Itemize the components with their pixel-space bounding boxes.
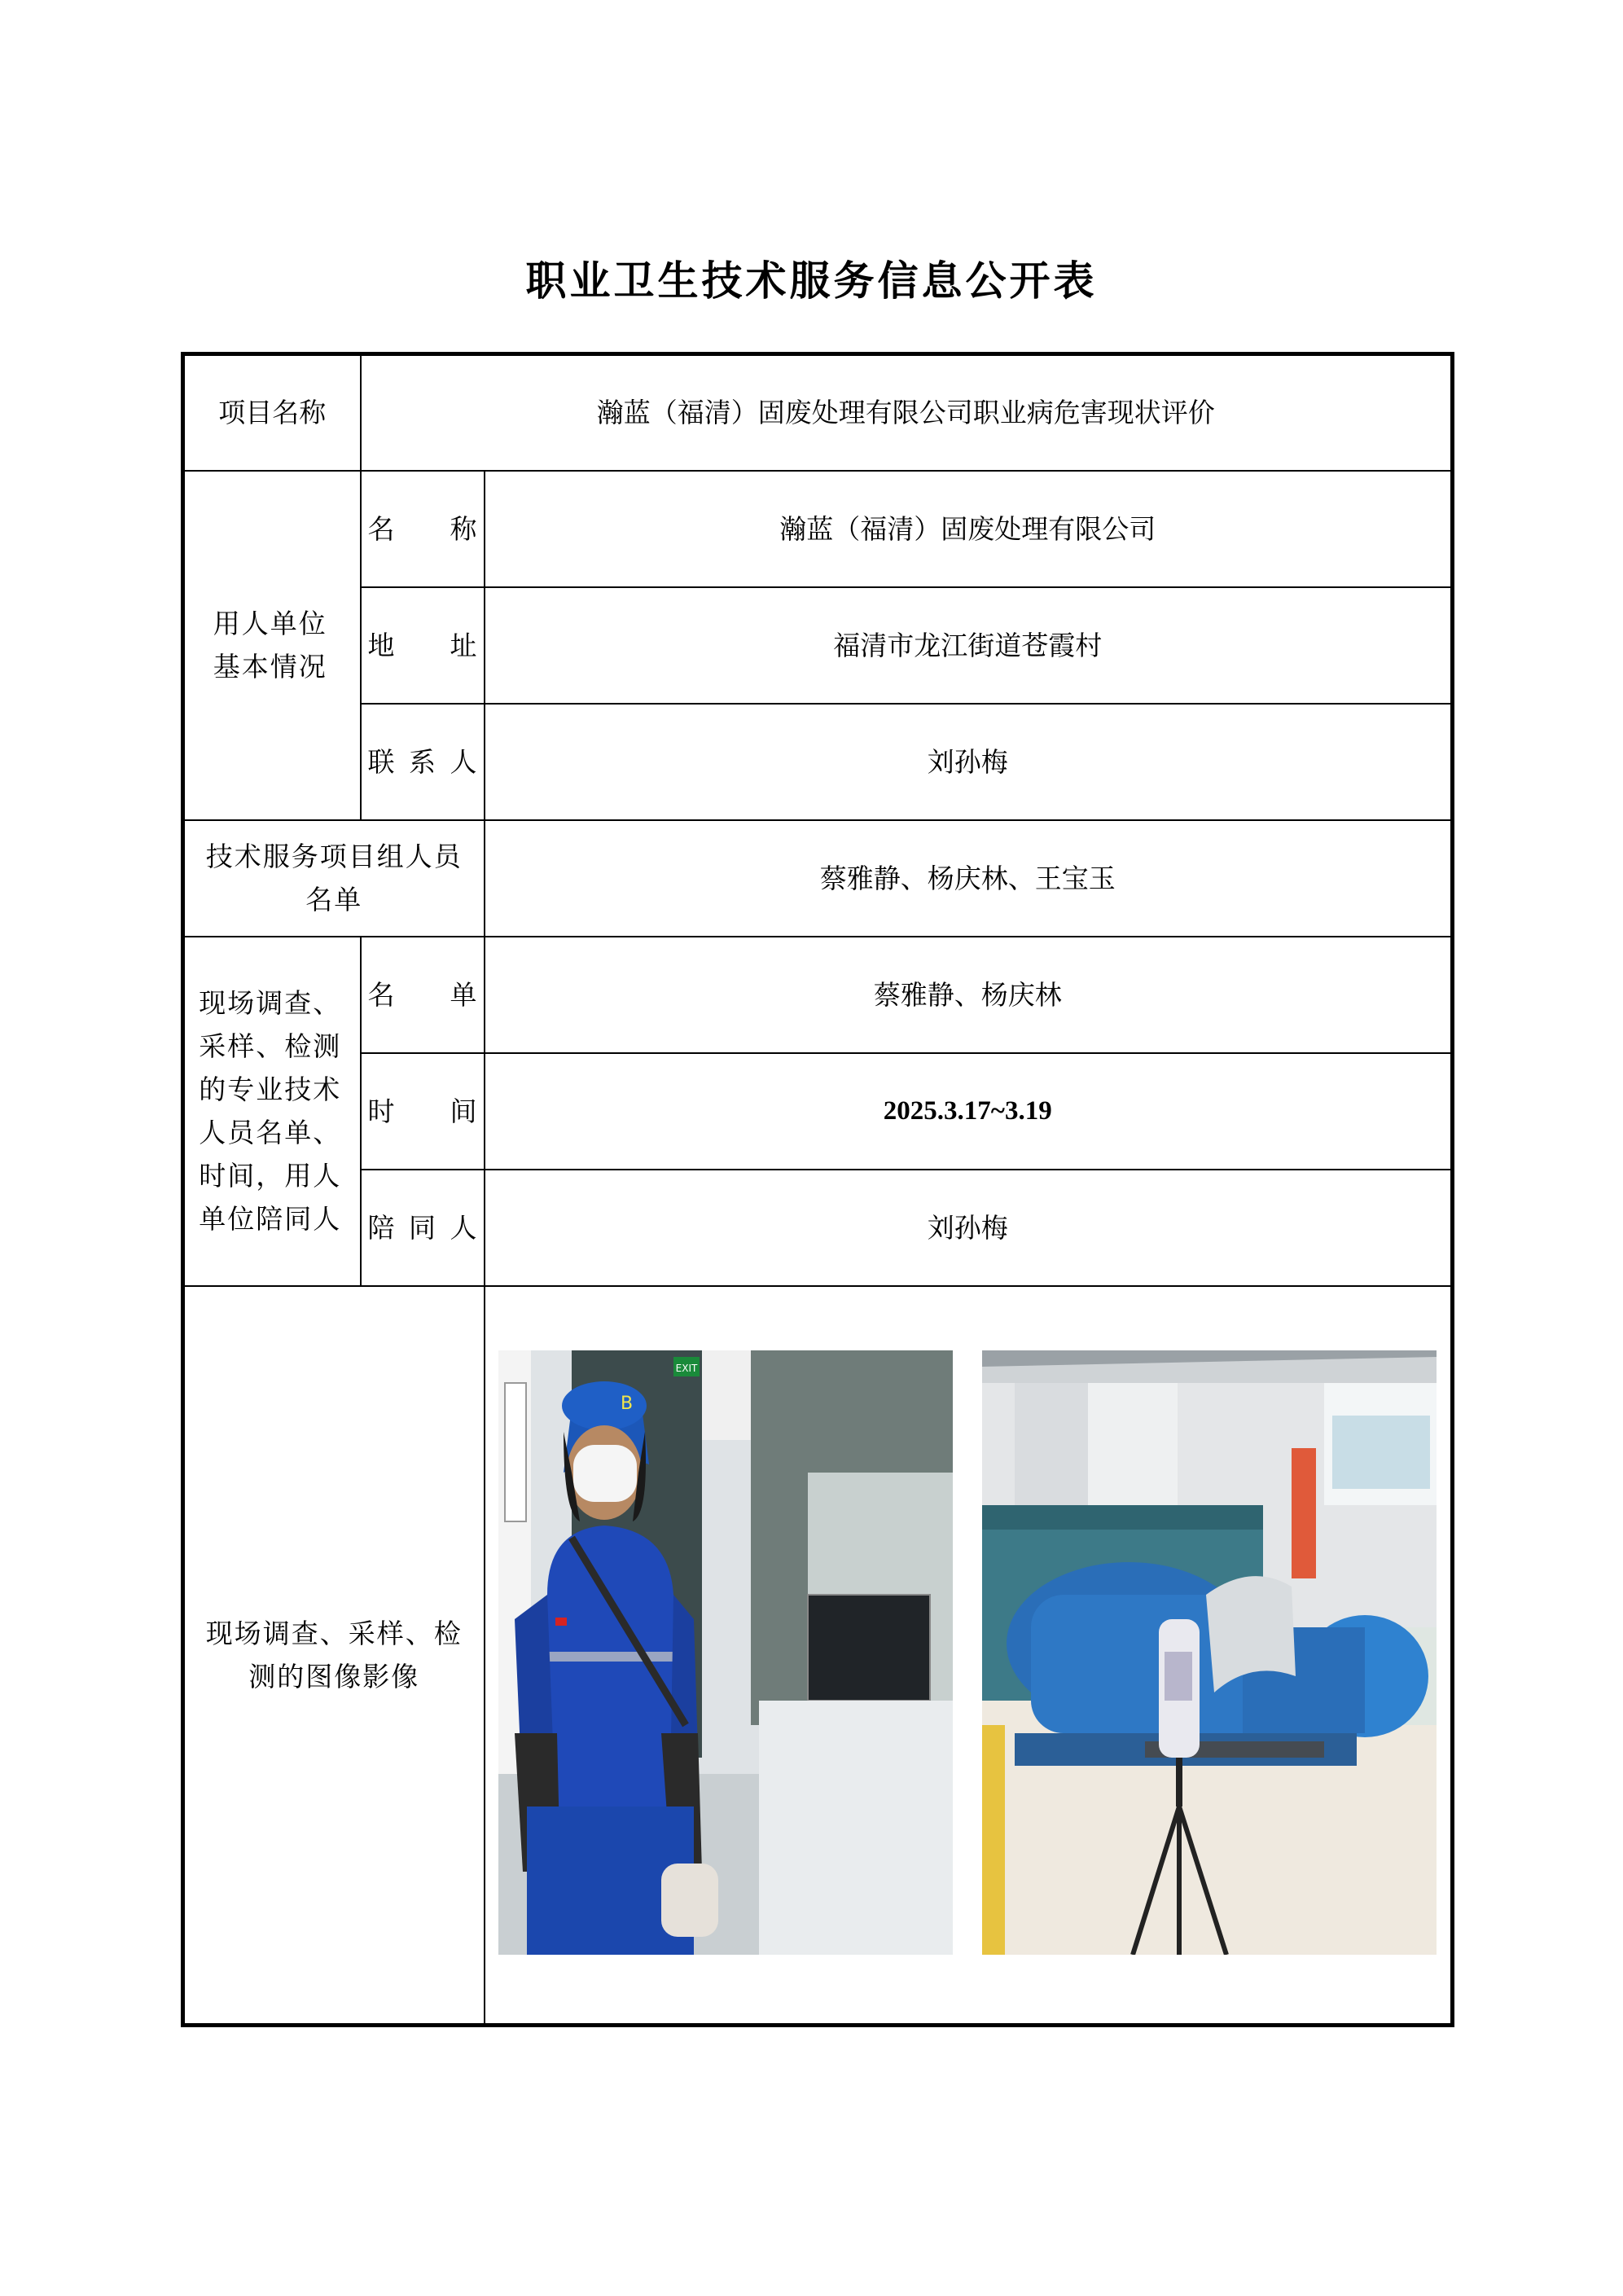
worker-photo [498,1350,953,1955]
team-value: 蔡雅静、杨庆林、王宝玉 [485,820,1453,937]
page-title: 职业卫生技术服务信息公开表 [525,257,1098,305]
employer-name-value: 瀚蓝（福清）固废处理有限公司 [485,471,1453,587]
svg-text:EXIT: EXIT [675,1362,697,1374]
field-companion-label: 陪同人 [361,1170,485,1286]
info-table [181,352,1454,2027]
employer-contact-label: 联系人 [361,704,485,820]
images-label: 现场调查、采样、检测的图像影像 [183,1286,485,2026]
field-companion-value: 刘孙梅 [485,1170,1453,1286]
field-time-value: 2025.3.17~3.19 [485,1053,1453,1170]
svg-text:B: B [620,1393,633,1414]
project-name-value: 瀚蓝（福清）固废处理有限公司职业病危害现状评价 [361,354,1453,471]
images-cell [485,1286,1453,2026]
field-time-label: 时 间 [361,1053,485,1170]
team-label: 技术服务项目组人员名单 [183,820,485,937]
field-list-value: 蔡雅静、杨庆林 [485,937,1453,1053]
employer-contact-value: 刘孙梅 [485,704,1453,820]
field-staff-label: 现场调查、采样、检测的专业技术人员名单、时间，用人单位陪同人 [183,937,361,1286]
employer-info-label: 用人单位基本情况 [183,471,361,820]
field-list-label: 名 单 [361,937,485,1053]
employer-name-label: 名 称 [361,471,485,587]
noise-meter-photo [982,1350,1437,1955]
project-name-label: 项目名称 [183,354,361,471]
employer-address-value: 福清市龙江街道苍霞村 [485,587,1453,704]
employer-address-label: 地 址 [361,587,485,704]
